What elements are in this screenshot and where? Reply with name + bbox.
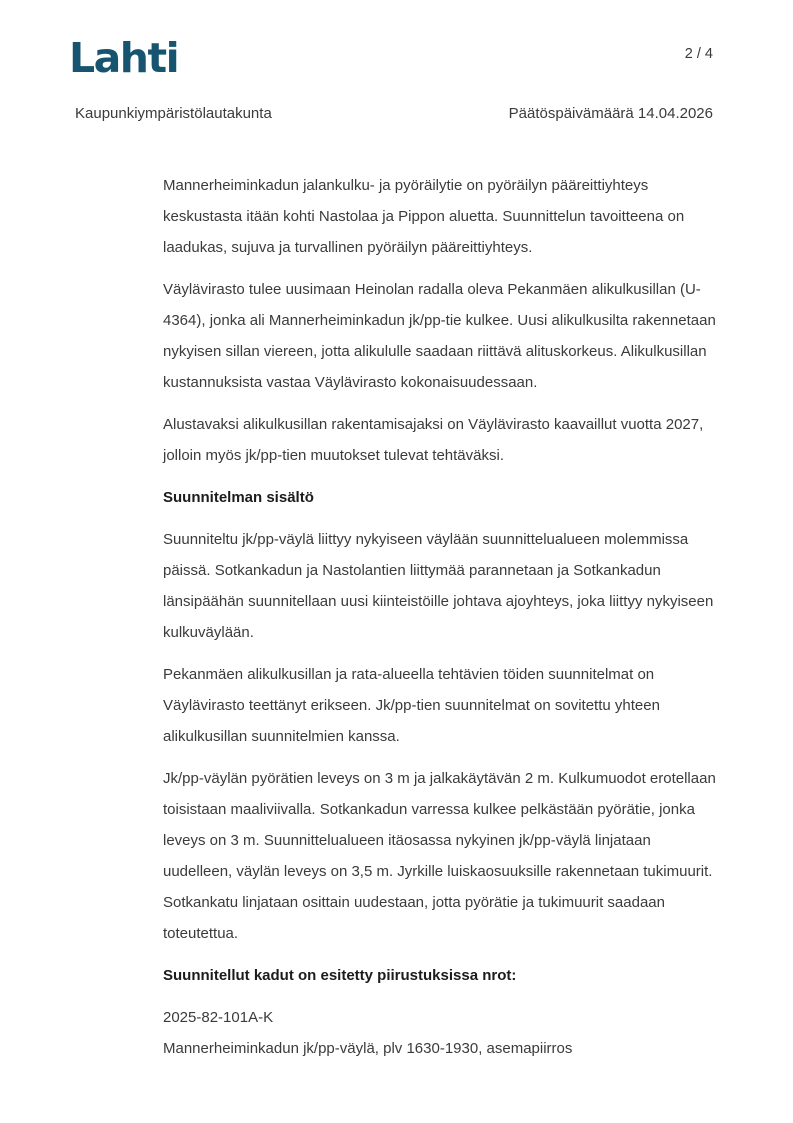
drawing-number: 2025-82-101A-K xyxy=(163,1009,274,1026)
section-heading: Suunnitellut kadut on esitetty piirustuksissa nrot: xyxy=(163,967,517,984)
lahti-logo: Lahti xyxy=(69,34,179,82)
section-heading: Suunnitelman sisältö xyxy=(163,489,314,506)
document-header xyxy=(75,105,713,122)
paragraph: Jk/pp-väylän pyörätien leveys on 3 m ja jalkakäytävän 2 m. Kulkumuodot erotellaan toisistaan maaliviivalla. Sotkankadun varressa kulkee pelkästään pyörätie, jonka leveys on 3 m. Suunnittelualueen itäosassa nykyinen jk/pp-väylä linjataan uudelleen, väylän leveys on 3,5 m. Jyrkille luiskaosuuksille rakennetaan tukimuurit. Sotkankatu linjataan osittain uudestaan, jotta pyörätie ja tukimuurit saadaan toteutettua. xyxy=(163,770,716,942)
drawing-title: Mannerheiminkadun jk/pp-väylä, plv 1630-1930, asemapiirros xyxy=(163,1040,573,1057)
document-body xyxy=(163,170,719,1064)
paragraph: Suunniteltu jk/pp-väylä liittyy nykyiseen väylään suunnittelualueen molemmissa päissä. Sotkankadun ja Nastolantien liittymää parannetaan ja Sotkankadun länsipäähän suunnitellaan uusi kiinteistöille johtava ajoyhteys, joka liittyy nykyiseen kulkuväylään. xyxy=(163,531,714,641)
paragraph: Alustavaksi alikulkusillan rakentamisajaksi on Väylävirasto kaavaillut vuotta 2027, jolloin myös jk/pp-tien muutokset tulevat tehtäväksi. xyxy=(163,416,704,464)
paragraph: Väylävirasto tulee uusimaan Heinolan radalla oleva Pekanmäen alikulkusillan (U-4364), jonka ali Mannerheiminkadun jk/pp-tie kulkee. Uusi alikulkusilta rakennetaan nykyisen sillan viereen, jotta alikululle saadaan riittävä alituskorkeus. Alikulkusillan kustannuksista vastaa Väylävirasto kokonaisuudessaan. xyxy=(163,281,716,391)
committee-name: Kaupunkiympäristölautakunta xyxy=(75,105,272,122)
paragraph: Mannerheiminkadun jalankulku- ja pyöräilytie on pyöräilyn pääreittiyhteys keskustasta itään kohti Nastolaa ja Pippon aluetta. Suunnittelun tavoitteena on laadukas, sujuva ja turvallinen pyöräilyn pääreittiyhteys. xyxy=(163,177,685,256)
decision-date: Päätöspäivämäärä 14.04.2026 xyxy=(508,105,713,122)
paragraph: Pekanmäen alikulkusillan ja rata-alueella tehtävien töiden suunnitelmat on Väylävirasto teettänyt erikseen. Jk/pp-tien suunnitelmat on sovitettu yhteen alikulkusillan suunnitelmien kanssa. xyxy=(163,666,660,745)
page-number: 2 / 4 xyxy=(684,46,713,62)
